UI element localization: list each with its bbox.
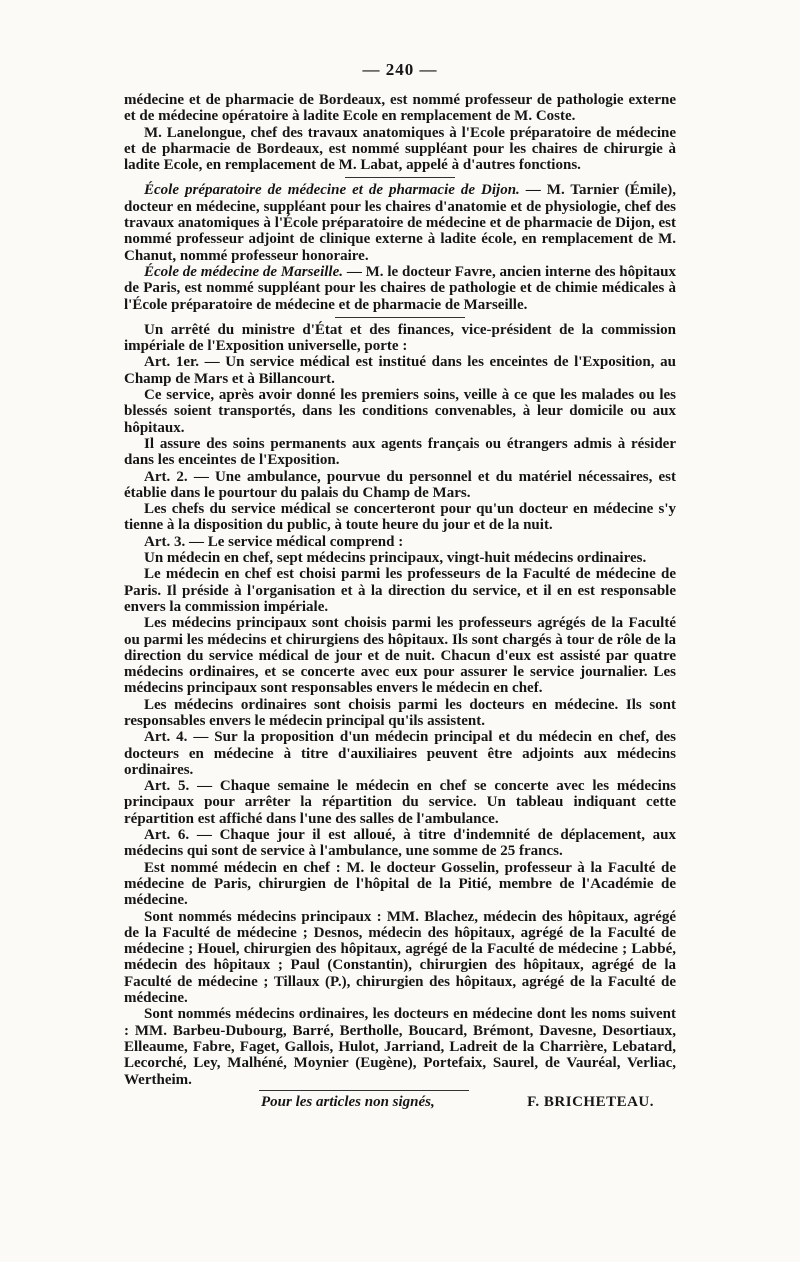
signature-line [124, 1092, 676, 1114]
paragraph: Art. 5. — Chaque semaine le médecin en chef se concerte avec les médecins principaux pour arrêter la répartition du service. Un tableau indiquant cette répartition est affiché dans l'une des salles de l'ambulance. [124, 778, 676, 827]
paragraph: Art. 1er. — Un service médical est institué dans les enceintes de l'Exposition, au Champ de Mars et à Billancourt. [124, 354, 676, 387]
page-content [124, 60, 676, 1114]
paragraph: Art. 2. — Une ambulance, pourvue du personnel et du matériel nécessaires, est établie dans le pourtour du palais du Champ de Mars. [124, 468, 676, 501]
paragraph: Un médecin en chef, sept médecins principaux, vingt-huit médecins ordinaires. [144, 550, 647, 567]
paragraph: Sont nommés médecins ordinaires, les docteurs en médecine dont les noms suivent : MM. Barbeu-Dubourg, Barré, Bertholle, Boucard, Brémont, Davesne, Desortiaux, Elleaume, Fabre, Faget, Gallois, Hulot, Jarriand, Ladreit de la Charrière, Lebatard, Lecorché, Ley, Malhéné, Moynier (Eugène), Portefaix, Saurel, de Vauréal, Verliac, Wertheim. [124, 1006, 676, 1088]
paragraph: Ce service, après avoir donné les premiers soins, veille à ce que les malades ou les blessés soient transportés, dans les conditions convenables, à leur domicile ou aux hôpitaux. [124, 387, 676, 436]
paragraph-bordeaux-2: M. Lanelongue, chef des travaux anatomiques à l'Ecole préparatoire de médecine et de pharmacie de Bordeaux, est nommé suppléant pour les chaires de chirurgie à ladite Ecole, en remplacement de M. Labat, appelé à d'autres fonctions. [124, 124, 676, 174]
section-title-marseille: École de médecine de Marseille. [144, 263, 343, 280]
section-divider [335, 317, 465, 318]
paragraph-marseille [124, 264, 676, 313]
paragraph-bordeaux-1: médecine et de pharmacie de Bordeaux, est nommé professeur de pathologie externe et de médecine opératoire à ladite Ecole en remplacement de M. Coste. [124, 92, 676, 125]
paragraph: Art. 6. — Chaque jour il est alloué, à titre d'indemnité de déplacement, aux médecins qui sont de service à l'ambulance, une somme de 25 francs. [124, 827, 676, 860]
page-number: — 240 — [362, 60, 438, 79]
section-divider [345, 177, 455, 178]
section-title-dijon: École préparatoire de médecine et de pharmacie de Dijon. [144, 182, 520, 199]
paragraph: Les médecins ordinaires sont choisis parmi les docteurs en médecine. Ils sont responsables envers le médecin principal qu'ils assistent. [124, 696, 676, 729]
paragraph: Sont nommés médecins principaux : MM. Blachez, médecin des hôpitaux, agrégé de la Faculté de médecine ; Desnos, médecin des hôpitaux, agrégé de la Faculté de médecine ; Houel, chirurgien des hôpitaux, agrégé de la Faculté de médecine ; Labbé, médecin des hôpitaux ; Paul (Constantin), chirurgien des hôpitaux, agrégé de la Faculté de médecine ; Tillaux (P.), chirurgien des hôpitaux, agrégé de la Faculté de médecine. [124, 908, 676, 1007]
paragraph-dijon [124, 182, 676, 263]
paragraph: Le médecin en chef est choisi parmi les professeurs de la Faculté de médecine de Paris. Il préside à l'organisation et à la direction du service, et il en est responsable envers la commission impériale. [124, 566, 676, 615]
section-text-dijon: — M. Tarnier (Émile), docteur en médecine, suppléant pour les chaires d'anatomie et de physiologie, chef des travaux anatomiques à l'École préparatoire de médecine et de pharmacie de Dijon, est nommé professeur adjoint de clinique externe à ladite école, en remplacement de M. Chanut, nommé professeur honoraire. [124, 182, 676, 264]
paragraph: Est nommé médecin en chef : M. le docteur Gosselin, professeur à la Faculté de médecine de Paris, chirurgien de l'hôpital de la Pitié, membre de l'Académie de médecine. [124, 859, 676, 909]
paragraph: Art. 3. — Le service médical comprend : [144, 533, 404, 550]
paragraph: Les chefs du service médical se concerteront pour qu'un docteur en médecine s'y tienne à la disposition du public, à toute heure du jour et de la nuit. [124, 501, 676, 534]
signature-rule [259, 1090, 469, 1091]
section-text-marseille: — M. le docteur Favre, ancien interne des hôpitaux de Paris, est nommé suppléant pour les chaires de pathologie et de chimie médicales à l'École préparatoire de médecine et de pharmacie de Marseille. [124, 263, 676, 313]
signature-author: F. BRICHETEAU. [527, 1093, 654, 1110]
paragraph: Art. 4. — Sur la proposition d'un médecin principal et du médecin en chef, des docteurs en médecine à titre d'auxiliaires peuvent être adjoints aux médecins ordinaires. [124, 729, 676, 778]
paragraph: Les médecins principaux sont choisis parmi les professeurs agrégés de la Faculté ou parmi les médecins et chirurgiens des hôpitaux. Ils sont chargés à tour de rôle de la direction du service médical de jour et de nuit. Chacun d'eux est assisté par quatre médecins ordinaires, et se concerte avec eux pour assurer le service journalier. Les médecins principaux sont responsables envers le médecin en chef. [124, 615, 676, 697]
paragraph: Un arrêté du ministre d'État et des finances, vice-président de la commission impériale de l'Exposition universelle, porte : [124, 321, 676, 355]
paragraph: Il assure des soins permanents aux agents français ou étrangers admis à résider dans les enceintes de l'Exposition. [124, 435, 676, 469]
signature-note: Pour les articles non signés, [261, 1093, 435, 1110]
